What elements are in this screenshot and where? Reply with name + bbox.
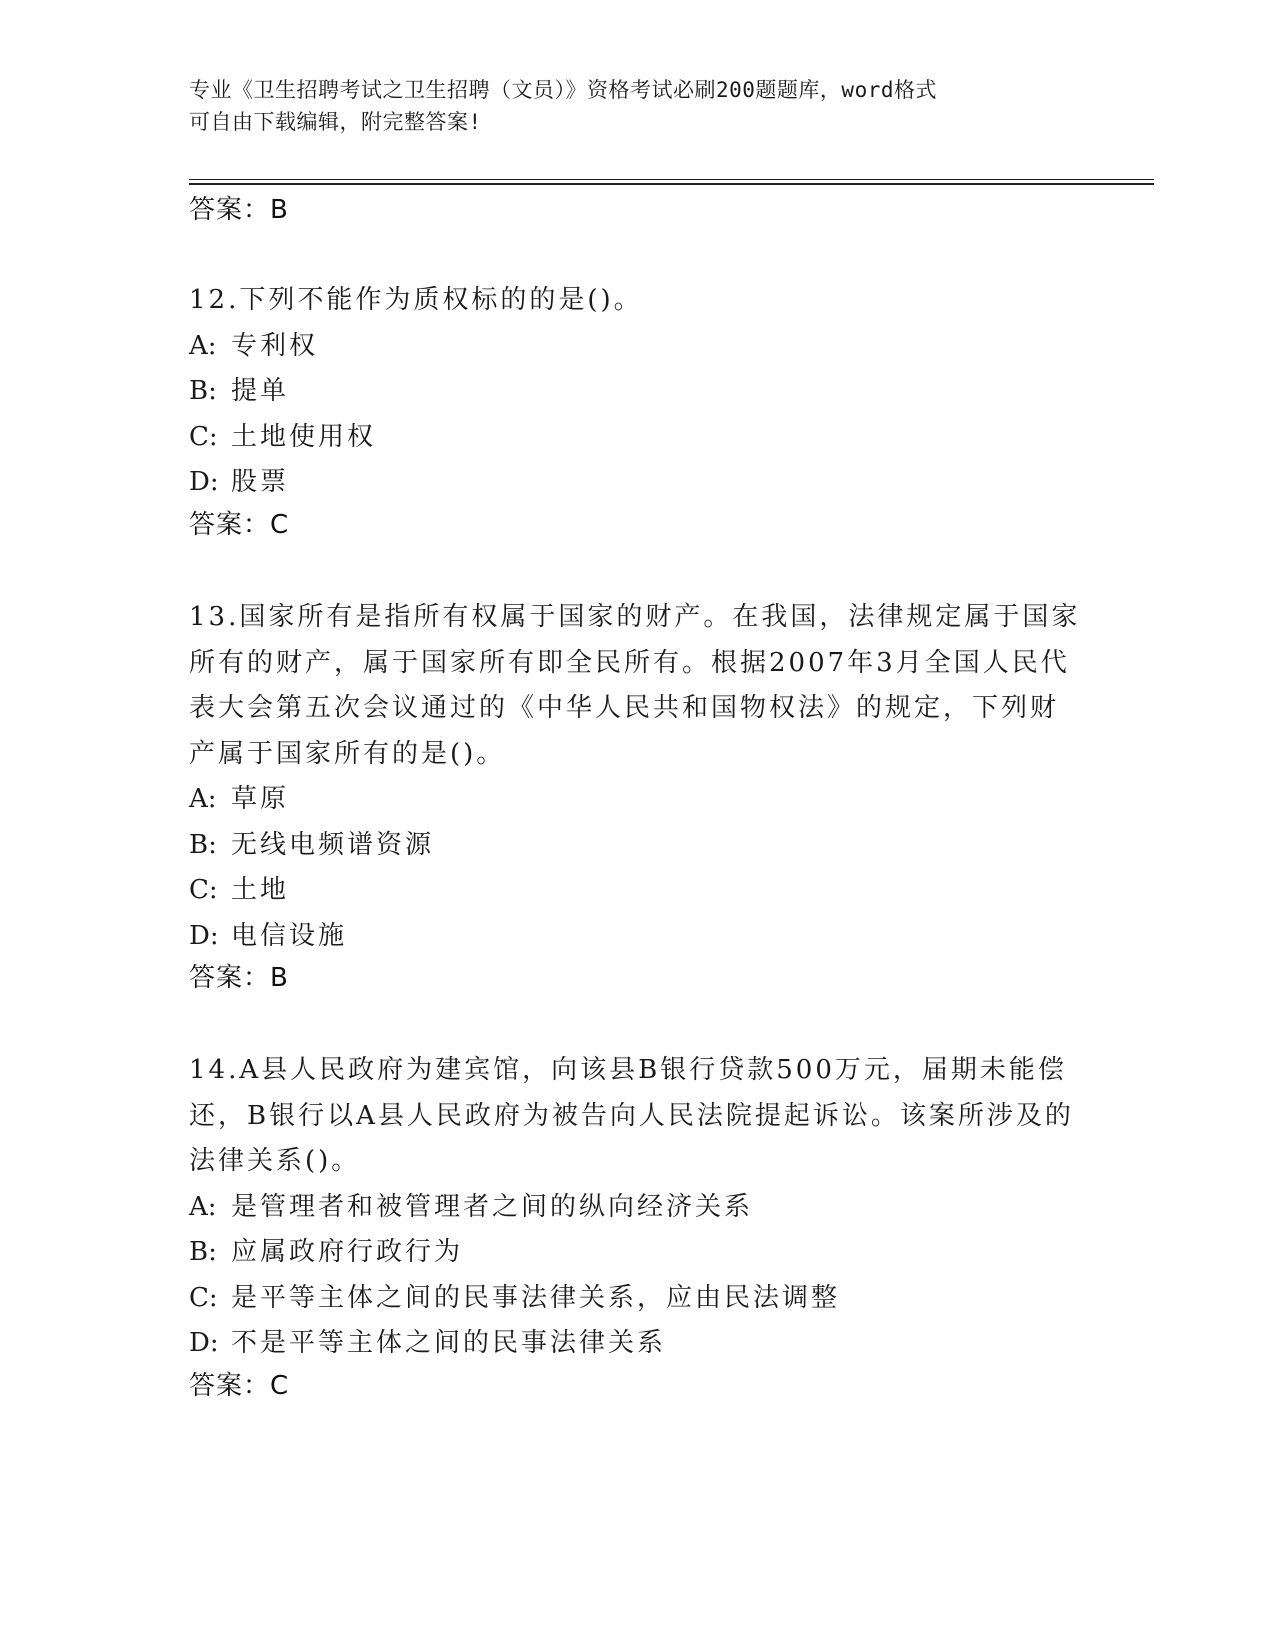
question-stem-line: 所有的财产，属于国家所有即全民所有。根据2007年3月全国人民代 (189, 647, 1070, 678)
question-14 (189, 1048, 1089, 1367)
question-stem-line: 表大会第五次会议通过的《中华人民共和国物权法》的规定，下列财 (189, 693, 1060, 723)
option-c (189, 1276, 1089, 1322)
option-key: C: (189, 421, 218, 452)
header-divider-thin (189, 179, 1154, 180)
option-text: 是平等主体之间的民事法律关系，应由民法调整 (231, 1282, 841, 1313)
answer-12 (189, 505, 288, 545)
answer-14 (189, 1366, 288, 1406)
previous-answer (189, 190, 288, 230)
option-d (189, 460, 1089, 506)
option-key: D: (189, 1328, 219, 1358)
option-key: A: (189, 330, 217, 361)
question-stem-line: 14.A县人民政府为建宾馆，向该县B银行贷款500万元，届期未能偿 (189, 1055, 1067, 1085)
answer-value: C (270, 1371, 289, 1401)
option-key: D: (189, 920, 219, 951)
option-c (189, 415, 1089, 461)
header-divider-thick (189, 183, 1154, 185)
option-d (189, 914, 1089, 960)
option-key: B: (189, 1237, 217, 1267)
option-b (189, 369, 1089, 415)
option-text: 草原 (231, 784, 290, 814)
option-text: 是管理者和被管理者之间的纵向经济关系 (231, 1191, 754, 1222)
question-12 (189, 278, 1089, 506)
question-stem-line: 法律关系()。 (189, 1146, 361, 1176)
option-a (189, 777, 1089, 823)
answer-label: 答案： (189, 1371, 271, 1401)
header-line-1: 专业《卫生招聘考试之卫生招聘（文员）》资格考试必刷200题题库，word格式 (189, 78, 937, 102)
option-text: 专利权 (231, 330, 319, 361)
option-text: 股票 (231, 467, 290, 497)
answer-label: 答案： (189, 963, 271, 993)
option-b (189, 1230, 1089, 1276)
question-13 (189, 595, 1089, 959)
header-line-2: 可自由下载编辑，附完整答案! (189, 110, 482, 134)
option-text: 土地 (231, 875, 290, 905)
answer-13 (189, 958, 288, 998)
option-b (189, 823, 1089, 869)
option-text: 无线电频谱资源 (231, 829, 435, 860)
option-a (189, 1185, 1089, 1231)
option-c (189, 868, 1089, 914)
option-text: 提单 (231, 376, 290, 406)
option-key: D: (189, 467, 219, 497)
option-key: C: (189, 1282, 218, 1313)
option-text: 不是平等主体之间的民事法律关系 (231, 1328, 667, 1358)
answer-value: B (270, 963, 288, 993)
answer-label: 答案： (189, 195, 271, 225)
option-key: B: (189, 376, 217, 406)
option-key: B: (189, 829, 217, 860)
answer-value: B (270, 195, 288, 225)
question-stem-line: 12.下列不能作为质权标的的是()。 (189, 285, 643, 315)
option-key: C: (189, 875, 218, 905)
question-stem-line: 还，B银行以A县人民政府为被告向人民法院提起诉讼。该案所涉及的 (189, 1100, 1074, 1131)
answer-value: C (270, 510, 289, 540)
question-stem-line: 13.国家所有是指所有权属于国家的财产。在我国，法律规定属于国家 (189, 602, 1081, 632)
option-d (189, 1321, 1089, 1367)
option-key: A: (189, 1191, 217, 1222)
option-text: 电信设施 (231, 920, 348, 951)
option-key: A: (189, 784, 217, 814)
option-text: 应属政府行政行为 (231, 1237, 464, 1267)
option-a (189, 324, 1089, 370)
option-text: 土地使用权 (231, 421, 377, 452)
document-header (189, 74, 1069, 138)
question-stem-line: 产属于国家所有的是()。 (189, 738, 506, 769)
answer-label: 答案： (189, 510, 271, 540)
